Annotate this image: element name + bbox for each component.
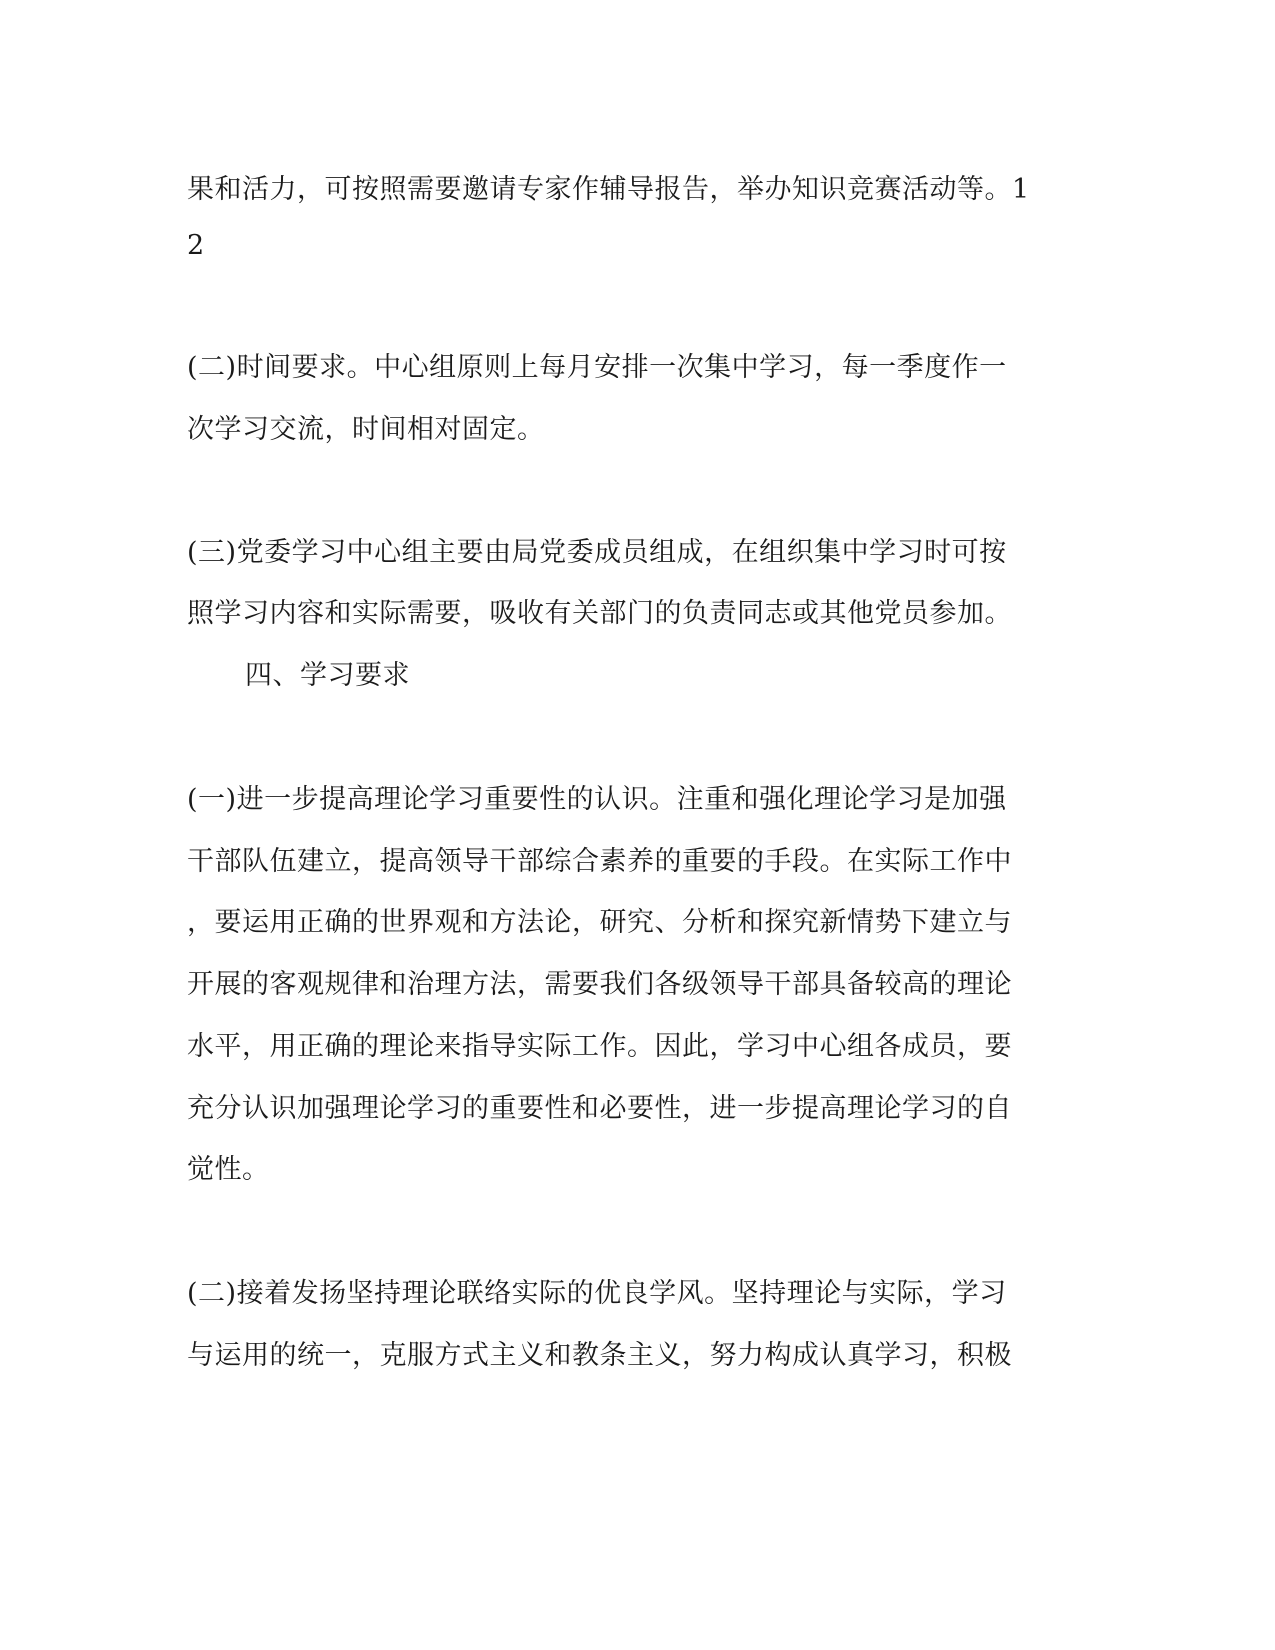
paragraph-line: 开展的客观规律和治理方法，需要我们各级领导干部具备较高的理论 <box>187 969 1012 1000</box>
paragraph-line: 充分认识加强理论学习的重要性和必要性，进一步提高理论学习的自 <box>187 1093 1012 1124</box>
paragraph-line: (一)进一步提高理论学习重要性的认识。注重和强化理论学习是加强 <box>187 784 1007 815</box>
paragraph-line: 照学习内容和实际需要，吸收有关部门的负责同志或其他党员参加。 <box>187 598 1012 629</box>
paragraph-line: ，要运用正确的世界观和方法论，研究、分析和探究新情势下建立与 <box>187 907 1012 938</box>
paragraph-line: 果和活力，可按照需要邀请专家作辅导报告，举办知识竞赛活动等。1 <box>187 174 1030 205</box>
paragraph-line: 次学习交流，时间相对固定。 <box>187 414 545 445</box>
paragraph-line: 干部队伍建立，提高领导干部综合素养的重要的手段。在实际工作中 <box>187 846 1012 877</box>
paragraph-line: 2 <box>187 230 205 261</box>
paragraph-line: 水平，用正确的理论来指导实际工作。因此，学习中心组各成员，要 <box>187 1031 1012 1062</box>
paragraph-line: 觉性。 <box>187 1154 270 1185</box>
paragraph-line: (三)党委学习中心组主要由局党委成员组成，在组织集中学习时可按 <box>187 537 1007 568</box>
section-heading: 四、学习要求 <box>245 660 410 691</box>
paragraph-line: (二)时间要求。中心组原则上每月安排一次集中学习，每一季度作一 <box>187 352 1007 383</box>
paragraph-line: (二)接着发扬坚持理论联络实际的优良学风。坚持理论与实际，学习 <box>187 1278 1007 1309</box>
paragraph-line: 与运用的统一，克服方式主义和教条主义，努力构成认真学习，积极 <box>187 1340 1012 1371</box>
